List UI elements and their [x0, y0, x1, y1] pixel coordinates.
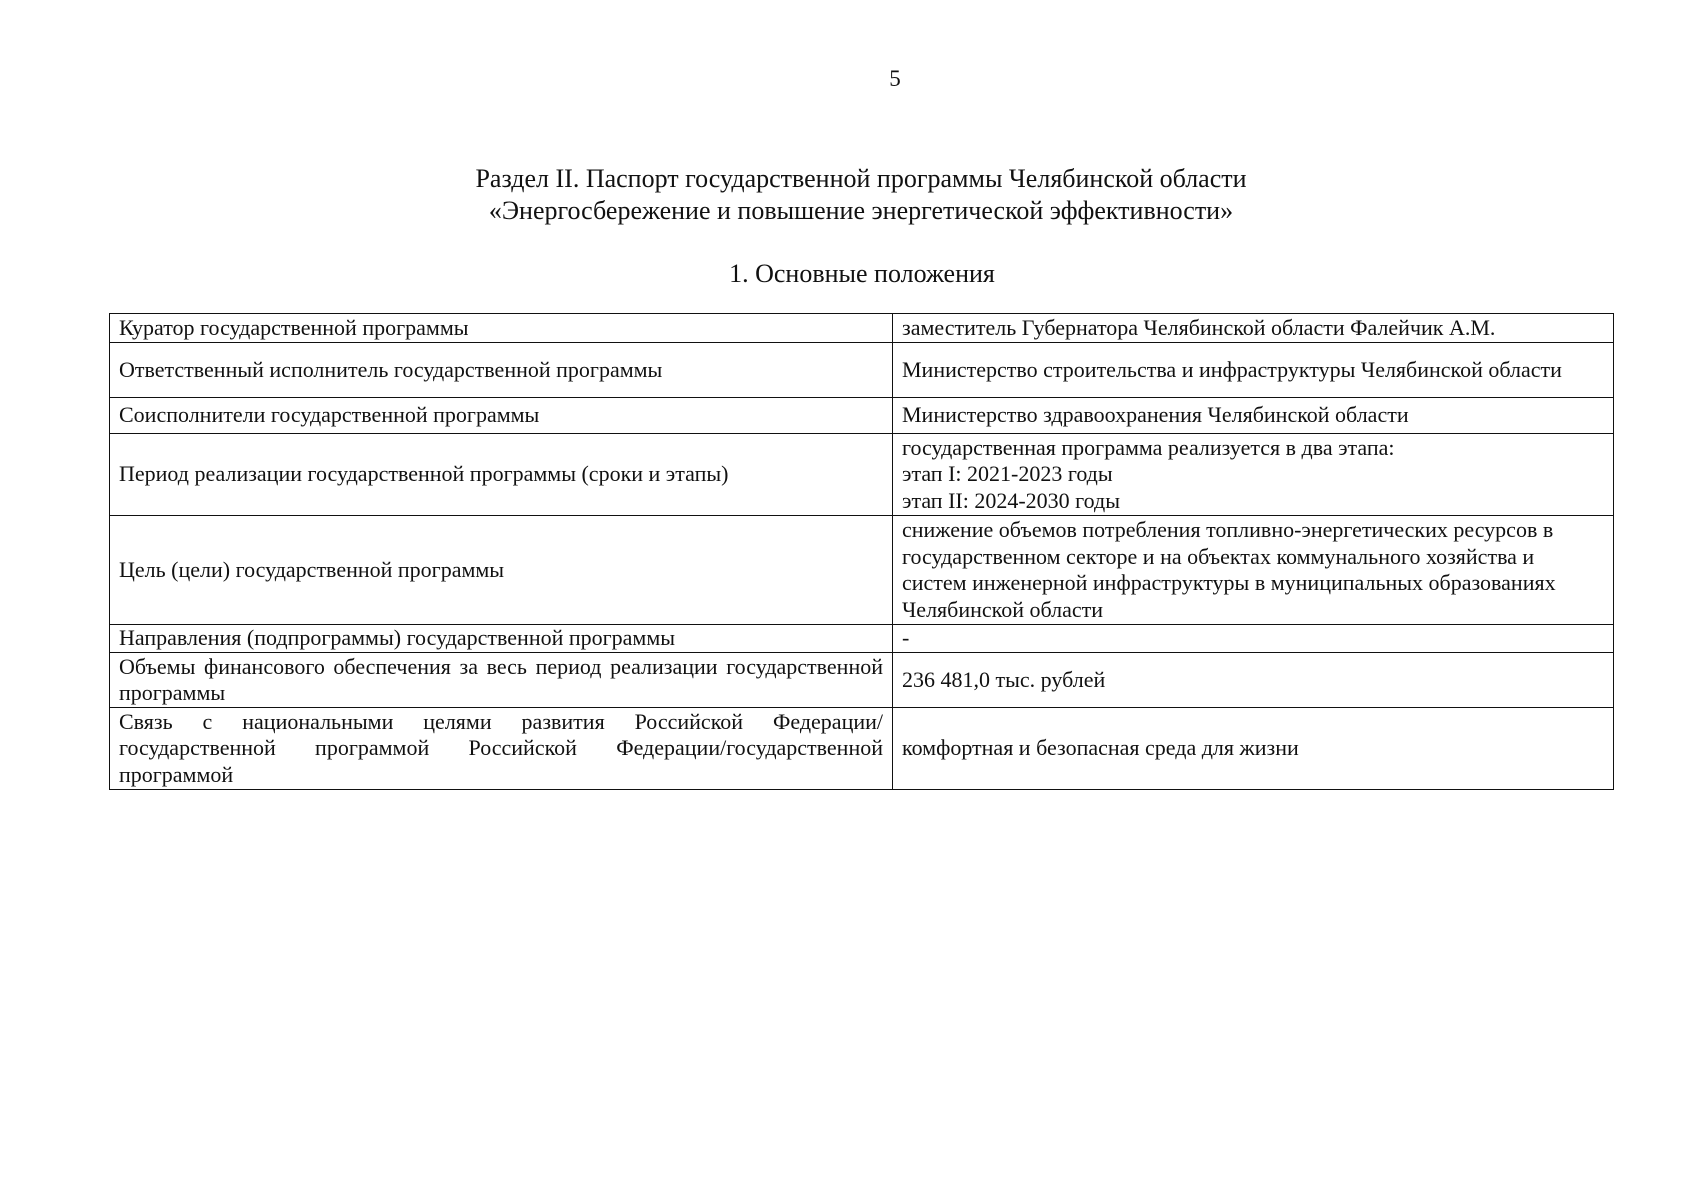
- table-row: [110, 625, 1614, 653]
- table-row: [110, 398, 1614, 434]
- table-row: [110, 343, 1614, 398]
- section-title: 1. Основные положения: [729, 259, 995, 288]
- page-number: 5: [889, 66, 901, 91]
- table-row: [110, 434, 1614, 516]
- row-label-national-goals-link: Связь с национальными целями развития Российской Федерации/государственной программой Российской Федерации/государственной программой: [110, 708, 893, 790]
- table-row: [110, 653, 1614, 708]
- period-line-3: этап II: 2024-2030 годы: [902, 487, 1120, 513]
- row-label-co-executors: Соисполнители государственной программы: [110, 398, 893, 434]
- row-value-responsible-executor: Министерство строительства и инфраструктуры Челябинской области: [893, 343, 1614, 398]
- row-value-implementation-period: [893, 434, 1614, 516]
- row-value-curator: заместитель Губернатора Челябинской области Фалейчик А.М.: [893, 314, 1614, 343]
- table-row: [110, 516, 1614, 625]
- row-value-directions: -: [893, 625, 1614, 653]
- row-value-goals: снижение объемов потребления топливно-энергетических ресурсов в государственном секторе и на объектах коммунального хозяйства и систем инженерной инфраструктуры в муниципальных образованиях Челябинской области: [893, 516, 1614, 625]
- row-label-goals: Цель (цели) государственной программы: [110, 516, 893, 625]
- row-label-funding: Объемы финансового обеспечения за весь период реализации государственной программы: [110, 653, 893, 708]
- program-passport-table: [109, 313, 1614, 790]
- table-row: [110, 314, 1614, 343]
- row-value-co-executors: Министерство здравоохранения Челябинской области: [893, 398, 1614, 434]
- row-label-directions: Направления (подпрограммы) государственной программы: [110, 625, 893, 653]
- heading-line-1: Раздел II. Паспорт государственной программы Челябинской области: [475, 164, 1247, 193]
- row-label-curator: Куратор государственной программы: [110, 314, 893, 343]
- row-value-national-goals-link: комфортная и безопасная среда для жизни: [893, 708, 1614, 790]
- row-label-implementation-period: Период реализации государственной программы (сроки и этапы): [110, 434, 893, 516]
- row-label-responsible-executor: Ответственный исполнитель государственной программы: [110, 343, 893, 398]
- heading-line-2: «Энергосбережение и повышение энергетической эффективности»: [488, 196, 1234, 225]
- table-row: [110, 708, 1614, 790]
- row-value-funding: 236 481,0 тыс. рублей: [893, 653, 1614, 708]
- period-line-1: государственная программа реализуется в два этапа:: [902, 434, 1395, 460]
- document-heading: [0, 163, 1698, 227]
- period-line-2: этап I: 2021-2023 годы: [902, 461, 1113, 487]
